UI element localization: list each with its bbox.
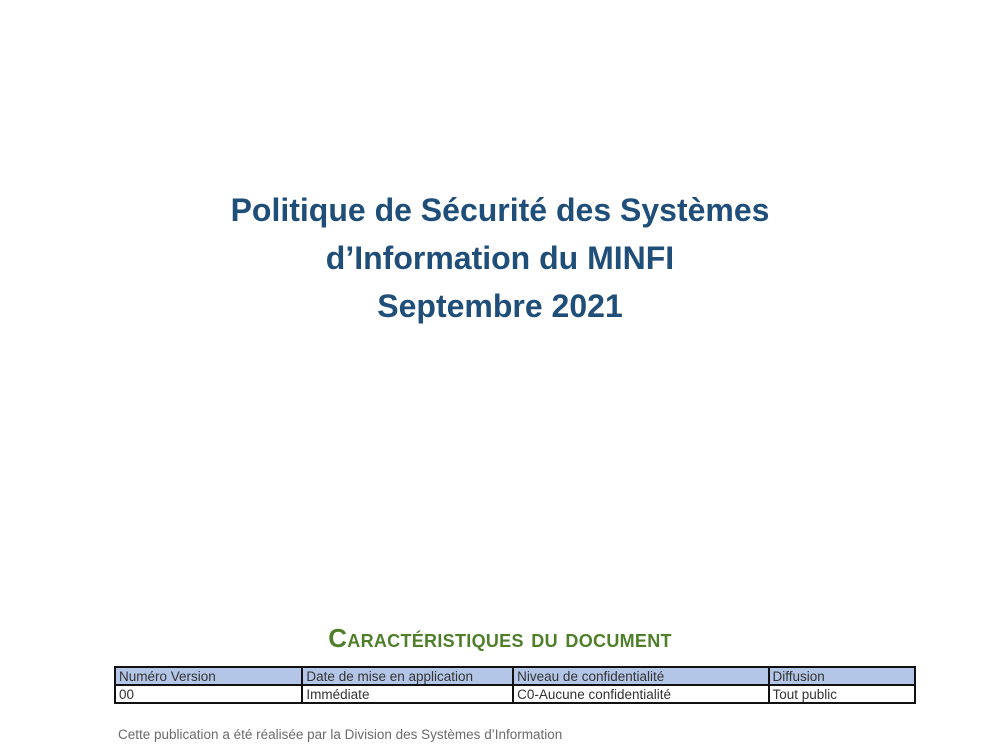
table-cell: C0-Aucune confidentialité [513, 685, 768, 703]
table-header-cell: Niveau de confidentialité [513, 667, 768, 685]
document-characteristics-table [114, 666, 916, 704]
title-line-2: d’Information du MINFI [325, 240, 675, 276]
table-cell: Tout public [769, 685, 916, 703]
table-header-cell: Diffusion [769, 667, 916, 685]
table-cell: Immédiate [302, 685, 513, 703]
section-heading: Caractéristiques du document [328, 623, 672, 653]
table-header-cell: Numéro Version [115, 667, 302, 685]
table-cell: 00 [115, 685, 302, 703]
table-header-row [115, 667, 915, 685]
document-title [0, 186, 1000, 330]
title-line-3: Septembre 2021 [377, 288, 623, 324]
publication-note: Cette publication a été réalisée par la Division des Systèmes d’Information [118, 727, 563, 742]
table-header-cell: Date de mise en application [302, 667, 513, 685]
title-line-1: Politique de Sécurité des Systèmes [230, 192, 770, 228]
table-row [115, 685, 915, 703]
